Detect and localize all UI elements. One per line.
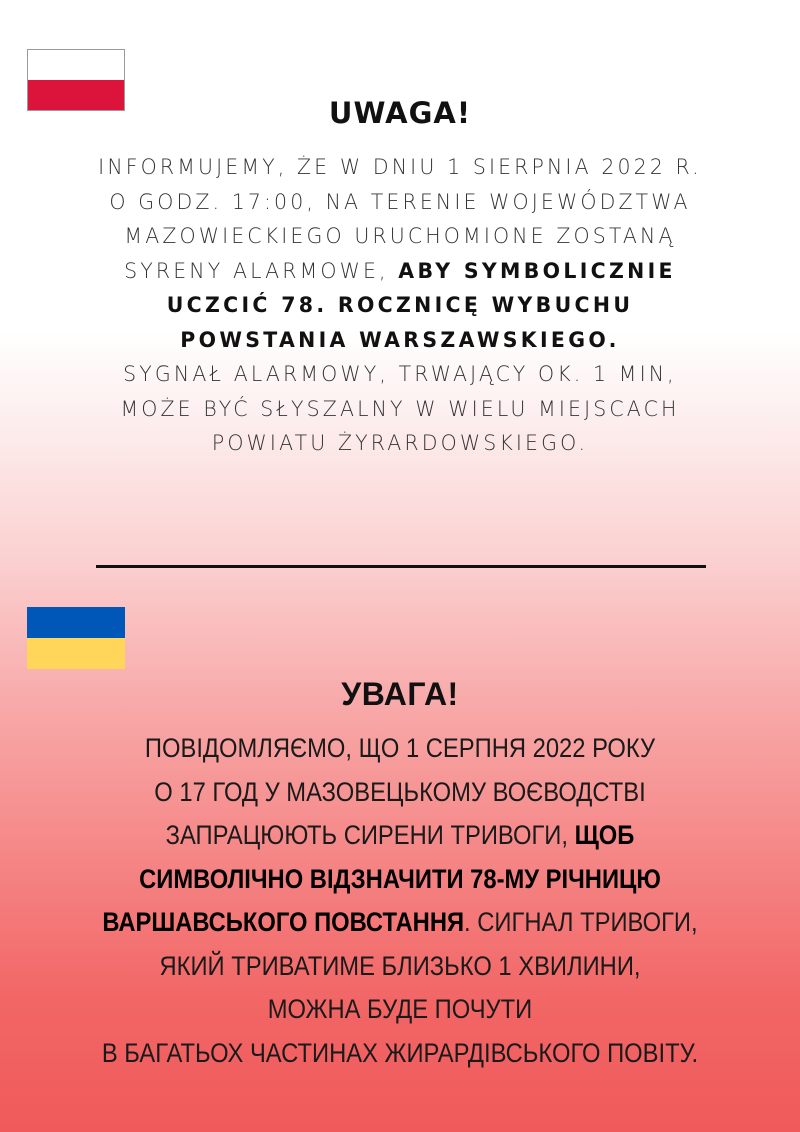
- ukrainian-line-2: О 17 ГОД У МАЗОВЕЦЬКОМУ ВОЄВОДСТВІ: [154, 776, 646, 807]
- ukrainian-announcement: [0, 727, 800, 1075]
- ukraine-flag-icon: [27, 607, 125, 669]
- ukrainian-line-8: В БАГАТЬОХ ЧАСТИНАХ ЖИРАРДІВСЬКОГО ПОВІТУ.: [101, 1037, 699, 1068]
- polish-line-5-bold: UCZCIĆ 78. ROCZNICĘ WYBUCHU: [166, 293, 634, 317]
- ukrainian-line-1: ПОВІДОМЛЯЄМО, ЩО 1 СЕРПНЯ 2022 РОКУ: [144, 733, 656, 763]
- ukrainian-line-4-bold: СИМВОЛІЧНО ВІДЗНАЧИТИ 78-МУ РІЧНИЦЮ: [139, 863, 661, 894]
- polish-title: UWAGA!: [328, 96, 472, 130]
- ukrainian-line-5-regular: . СИГНАЛ ТРИВОГИ,: [464, 907, 698, 937]
- polish-line-7: SYGNAŁ ALARMOWY, TRWAJĄCY OK. 1 MIN,: [123, 362, 677, 386]
- ukrainian-line-7: МОЖНА БУДЕ ПОЧУТИ: [267, 994, 533, 1024]
- polish-line-4-regular: SYRENY ALARMOWE,: [124, 258, 399, 283]
- ukrainian-title: УВАГА!: [341, 676, 459, 712]
- polish-line-2: O GODZ. 17:00, NA TERENIE WOJEWÓDZTWA: [109, 189, 691, 214]
- ukrainian-line-5: [48, 901, 752, 945]
- polish-line-4: [10, 254, 790, 289]
- polish-line-3: MAZOWIECKIEGO URUCHOMIONE ZOSTANĄ: [124, 224, 676, 248]
- ukrainian-line-5-bold: ВАРШАВСЬКОГО ПОВСТАННЯ: [102, 907, 465, 937]
- ukrainian-line-3-bold: ЩОБ: [574, 820, 635, 850]
- polish-announcement: [0, 150, 800, 461]
- polish-line-6-bold: POWSTANIA WARSZAWSKIEGO.: [180, 327, 620, 352]
- polish-line-8: MOŻE BYĆ SŁYSZALNY W WIELU MIEJSCACH: [120, 396, 680, 421]
- ukrainian-line-6: ЯКИЙ ТРИВАТИМЕ БЛИЗЬКО 1 ХВИЛИНИ,: [159, 950, 641, 981]
- section-divider: [96, 565, 706, 568]
- polish-line-1: INFORMUJEMY, ŻE W DNIU 1 SIERPNIA 2022 R.: [98, 155, 702, 179]
- ukrainian-line-3-regular: ЗАПРАЦЮЮТЬ СИРЕНИ ТРИВОГИ,: [165, 820, 575, 850]
- polish-line-9: POWIATU ŻYRARDOWSKIEGO.: [211, 431, 589, 455]
- ukrainian-line-3: [48, 814, 752, 858]
- polish-line-4-bold: ABY SYMBOLICZNIE: [398, 258, 676, 283]
